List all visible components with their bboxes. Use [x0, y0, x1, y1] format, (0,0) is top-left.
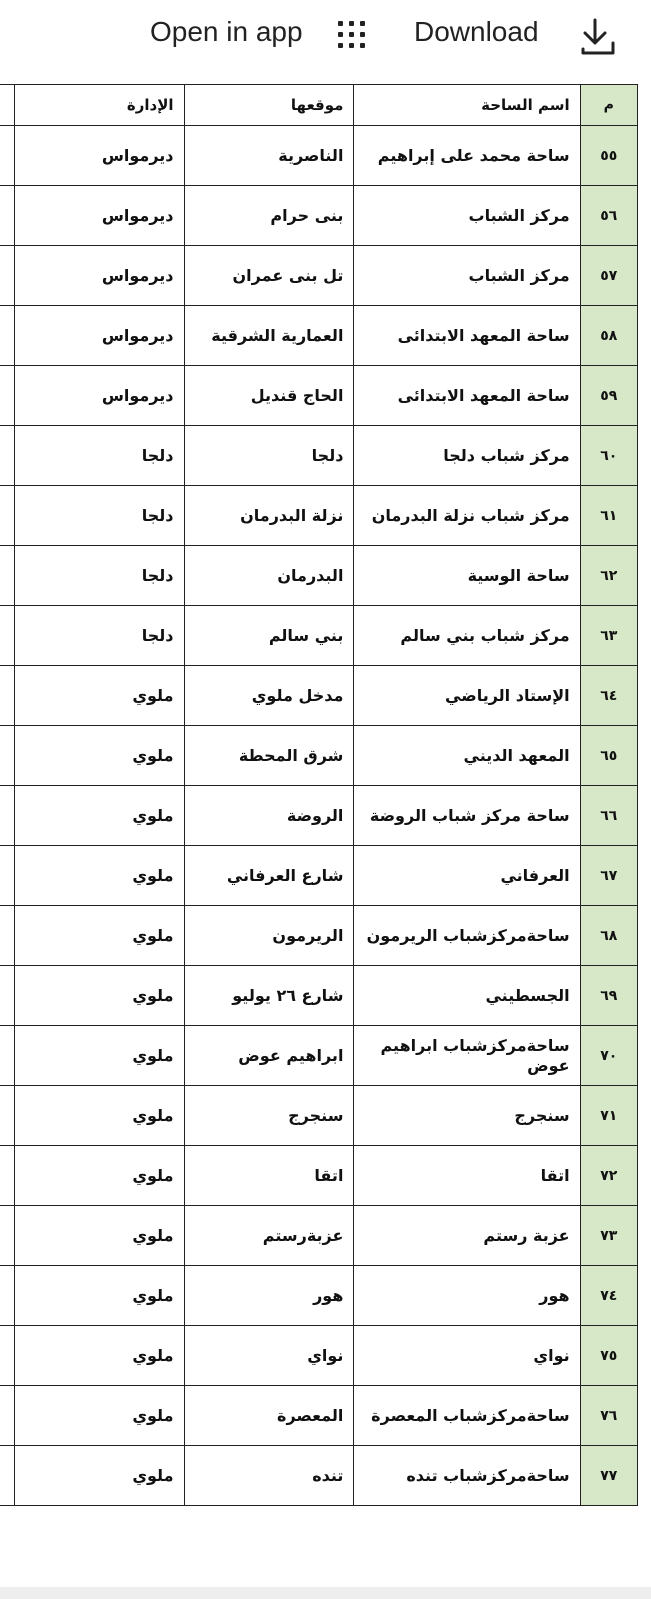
- row-num: ٥٥: [580, 126, 637, 186]
- table-row: [0, 666, 638, 726]
- row-extra: [0, 1266, 14, 1326]
- header-admin: الإدارة: [14, 85, 184, 126]
- row-name: ساحة الوسية: [354, 546, 580, 606]
- row-extra: [0, 546, 14, 606]
- row-admin: ملوي: [14, 666, 184, 726]
- row-admin: دلجا: [14, 606, 184, 666]
- row-name: مركز شباب بني سالم: [354, 606, 580, 666]
- row-admin: ملوي: [14, 1146, 184, 1206]
- table-row: [0, 246, 638, 306]
- row-location: مدخل ملوي: [184, 666, 354, 726]
- row-num: ٥٦: [580, 186, 637, 246]
- row-name: ساحة المعهد الابتدائى: [354, 306, 580, 366]
- table-row: [0, 1266, 638, 1326]
- grid-dots-icon[interactable]: [338, 21, 372, 51]
- header-location: موقعها: [184, 85, 354, 126]
- row-location: العمارية الشرقية: [184, 306, 354, 366]
- row-admin: ملوي: [14, 966, 184, 1026]
- row-admin: ملوي: [14, 1026, 184, 1086]
- squares-table: [0, 84, 638, 1506]
- row-num: ٥٧: [580, 246, 637, 306]
- row-location: بنى حرام: [184, 186, 354, 246]
- table-row: [0, 486, 638, 546]
- row-num: ٧٣: [580, 1206, 637, 1266]
- table-row: [0, 1026, 638, 1086]
- row-extra: [0, 966, 14, 1026]
- row-location: اتقا: [184, 1146, 354, 1206]
- row-admin: ديرمواس: [14, 306, 184, 366]
- row-num: ٧٢: [580, 1146, 637, 1206]
- row-num: ٦٨: [580, 906, 637, 966]
- table-row: [0, 786, 638, 846]
- table-row: [0, 966, 638, 1026]
- row-extra: [0, 186, 14, 246]
- table-row: [0, 846, 638, 906]
- row-name: عزبة رستم: [354, 1206, 580, 1266]
- row-admin: ديرمواس: [14, 186, 184, 246]
- row-location: تل بنى عمران: [184, 246, 354, 306]
- row-num: ٧١: [580, 1086, 637, 1146]
- download-button[interactable]: Download: [414, 16, 539, 47]
- row-name: مركز شباب دلجا: [354, 426, 580, 486]
- header-name: اسم الساحة: [354, 85, 580, 126]
- row-num: ٦٤: [580, 666, 637, 726]
- row-num: ٦٣: [580, 606, 637, 666]
- bottom-strip: [0, 1587, 651, 1599]
- row-num: ٧٦: [580, 1386, 637, 1446]
- row-location: سنجرج: [184, 1086, 354, 1146]
- row-admin: دلجا: [14, 486, 184, 546]
- row-extra: [0, 786, 14, 846]
- table-body: [0, 126, 638, 1506]
- row-num: ٧٥: [580, 1326, 637, 1386]
- row-location: الروضة: [184, 786, 354, 846]
- row-name: الإستاد الرياضي: [354, 666, 580, 726]
- row-location: نواي: [184, 1326, 354, 1386]
- row-location: شارع ٢٦ يوليو: [184, 966, 354, 1026]
- row-admin: ملوي: [14, 1266, 184, 1326]
- table-row: [0, 1326, 638, 1386]
- row-num: ٧٤: [580, 1266, 637, 1326]
- row-name: ساحة مركز شباب الروضة: [354, 786, 580, 846]
- row-admin: ملوي: [14, 786, 184, 846]
- row-location: شارع العرفاني: [184, 846, 354, 906]
- row-extra: [0, 1386, 14, 1446]
- row-extra: [0, 1086, 14, 1146]
- table-row: [0, 126, 638, 186]
- row-extra: [0, 366, 14, 426]
- document-table-area: [0, 72, 651, 1587]
- row-extra: [0, 1026, 14, 1086]
- row-admin: دلجا: [14, 546, 184, 606]
- row-location: شرق المحطة: [184, 726, 354, 786]
- row-location: دلجا: [184, 426, 354, 486]
- row-name: ساحة المعهد الابتدائى: [354, 366, 580, 426]
- table-row: [0, 426, 638, 486]
- row-name: ساحةمركزشباب ابراهيم عوض: [354, 1026, 580, 1086]
- row-extra: [0, 306, 14, 366]
- row-name: هور: [354, 1266, 580, 1326]
- row-name: ساحةمركزشباب المعصرة: [354, 1386, 580, 1446]
- row-admin: ملوي: [14, 1326, 184, 1386]
- row-location: الريرمون: [184, 906, 354, 966]
- row-name: ساحةمركزشباب الريرمون: [354, 906, 580, 966]
- row-admin: ملوي: [14, 1206, 184, 1266]
- row-num: ٦١: [580, 486, 637, 546]
- table-row: [0, 1446, 638, 1506]
- row-admin: ملوي: [14, 726, 184, 786]
- header-num: م: [580, 85, 637, 126]
- header-extra: [0, 85, 14, 126]
- row-location: نزلة البدرمان: [184, 486, 354, 546]
- table-row: [0, 726, 638, 786]
- table-row: [0, 366, 638, 426]
- table-row: [0, 306, 638, 366]
- row-admin: ديرمواس: [14, 246, 184, 306]
- row-extra: [0, 126, 14, 186]
- row-num: ٦٦: [580, 786, 637, 846]
- row-extra: [0, 1146, 14, 1206]
- row-extra: [0, 846, 14, 906]
- row-admin: ملوي: [14, 906, 184, 966]
- row-extra: [0, 426, 14, 486]
- table-row: [0, 1386, 638, 1446]
- row-extra: [0, 246, 14, 306]
- row-name: مركز شباب نزلة البدرمان: [354, 486, 580, 546]
- row-extra: [0, 1206, 14, 1266]
- row-name: المعهد الديني: [354, 726, 580, 786]
- row-name: سنجرج: [354, 1086, 580, 1146]
- row-admin: ملوي: [14, 1386, 184, 1446]
- table-row: [0, 186, 638, 246]
- table-row: [0, 1206, 638, 1266]
- row-name: اتقا: [354, 1146, 580, 1206]
- row-location: تنده: [184, 1446, 354, 1506]
- row-num: ٧٠: [580, 1026, 637, 1086]
- row-location: البدرمان: [184, 546, 354, 606]
- row-num: ٦٧: [580, 846, 637, 906]
- row-num: ٦٥: [580, 726, 637, 786]
- row-location: المعصرة: [184, 1386, 354, 1446]
- row-location: عزبةرستم: [184, 1206, 354, 1266]
- row-extra: [0, 666, 14, 726]
- row-name: مركز الشباب: [354, 186, 580, 246]
- table-row: [0, 606, 638, 666]
- row-extra: [0, 1326, 14, 1386]
- row-admin: ملوي: [14, 1086, 184, 1146]
- open-in-app-button[interactable]: Open in app: [150, 16, 303, 47]
- row-name: الجسطيني: [354, 966, 580, 1026]
- row-num: ٦٩: [580, 966, 637, 1026]
- row-admin: ديرمواس: [14, 126, 184, 186]
- row-admin: ملوي: [14, 846, 184, 906]
- row-num: ٥٨: [580, 306, 637, 366]
- row-admin: ديرمواس: [14, 366, 184, 426]
- table-row: [0, 546, 638, 606]
- table-row: [0, 1146, 638, 1206]
- download-arrow-icon[interactable]: [575, 15, 619, 59]
- row-num: ٥٩: [580, 366, 637, 426]
- row-name: ساحةمركزشباب تنده: [354, 1446, 580, 1506]
- row-num: ٦٠: [580, 426, 637, 486]
- row-name: مركز الشباب: [354, 246, 580, 306]
- row-location: الحاج قنديل: [184, 366, 354, 426]
- row-location: الناصرية: [184, 126, 354, 186]
- row-extra: [0, 486, 14, 546]
- table-header-row: [0, 85, 638, 126]
- row-location: ابراهيم عوض: [184, 1026, 354, 1086]
- row-location: هور: [184, 1266, 354, 1326]
- table-row: [0, 906, 638, 966]
- row-extra: [0, 726, 14, 786]
- row-admin: ملوي: [14, 1446, 184, 1506]
- row-name: نواي: [354, 1326, 580, 1386]
- row-num: ٦٢: [580, 546, 637, 606]
- row-name: ساحة محمد على إبراهيم: [354, 126, 580, 186]
- table-row: [0, 1086, 638, 1146]
- row-admin: دلجا: [14, 426, 184, 486]
- row-extra: [0, 906, 14, 966]
- row-extra: [0, 606, 14, 666]
- row-extra: [0, 1446, 14, 1506]
- top-bar: [0, 0, 651, 72]
- row-location: بني سالم: [184, 606, 354, 666]
- row-name: العرفاني: [354, 846, 580, 906]
- row-num: ٧٧: [580, 1446, 637, 1506]
